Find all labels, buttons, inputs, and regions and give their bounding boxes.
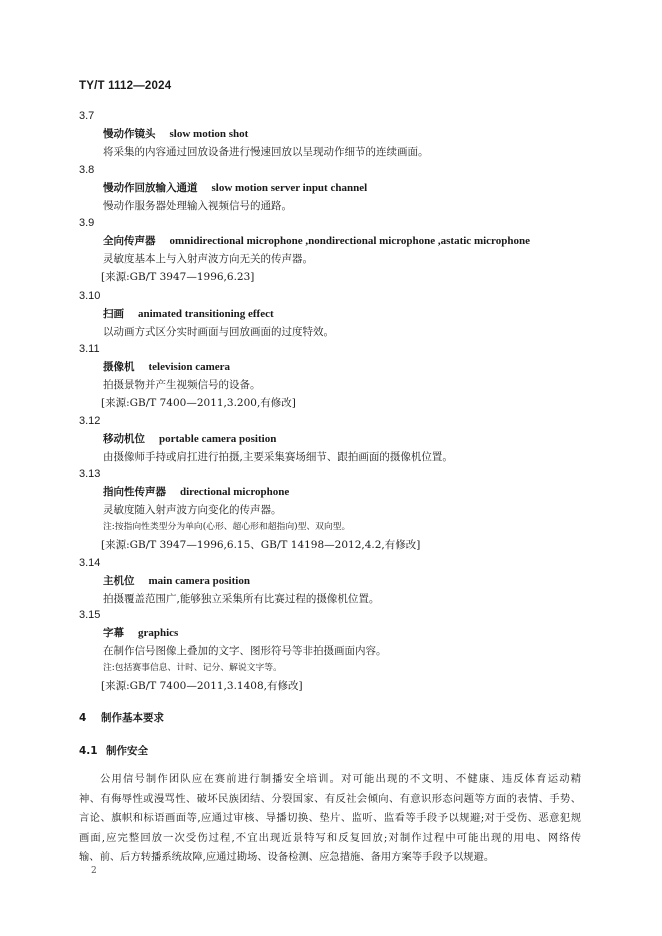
term-chinese: 字幕 — [103, 627, 124, 639]
term-english: omnidirectional microphone ,nondirectional microphone ,astatic microphone — [169, 235, 530, 247]
term-english: directional microphone — [180, 486, 290, 498]
term-number: 3.11 — [79, 343, 100, 355]
term-english: slow motion shot — [169, 128, 249, 140]
term-chinese: 指向性传声器 — [103, 486, 166, 498]
term-chinese: 摄像机 — [103, 361, 135, 373]
term-number: 3.13 — [79, 468, 101, 480]
term-number: 3.9 — [79, 217, 95, 229]
term-heading — [103, 572, 599, 590]
page-number: 2 — [91, 866, 97, 876]
term-english: slow motion server input channel — [211, 182, 368, 194]
term-entry-3-12 — [79, 413, 599, 466]
section-heading-4-1 — [79, 743, 148, 758]
term-heading — [103, 624, 599, 642]
term-entry-3-9 — [79, 215, 599, 287]
term-entry-3-15 — [79, 607, 599, 696]
term-heading — [103, 483, 599, 501]
term-note: 注:按指向性类型分为单向(心形、超心形和超指向)型、双向型。 — [103, 522, 351, 532]
term-chinese: 主机位 — [103, 575, 135, 587]
term-chinese: 慢动作镜头 — [103, 128, 156, 140]
section-title: 制作安全 — [106, 745, 148, 757]
term-entry-3-14 — [79, 555, 599, 608]
paragraph-line: 画面,应完整回放一次受伤过程,不宜出现近景特写和反复回放;对制作过程中可能出现的用电、网络传 — [79, 831, 581, 844]
term-definition: 在制作信号图像上叠加的文字、图形符号等非拍摄画面内容。 — [103, 645, 387, 657]
term-heading — [103, 358, 599, 376]
term-entry-3-13 — [79, 466, 599, 555]
term-definition: 灵敏度基本上与入射声波方向无关的传声器。 — [103, 253, 313, 265]
standard-number: TY/T 1112—2024 — [79, 80, 172, 92]
term-entry-3-8 — [79, 162, 599, 215]
term-source: [来源:GB/T 7400—2011,3.1408,有修改] — [101, 680, 303, 692]
paragraph-line: 公用信号制作团队应在赛前进行制播安全培训。对可能出现的不文明、不健康、违反体育运动精 — [100, 773, 581, 785]
term-source: [来源:GB/T 7400—2011,3.200,有修改] — [101, 397, 296, 409]
term-source: [来源:GB/T 3947—1996,6.23] — [101, 271, 255, 283]
term-definition: 将采集的内容通过回放设备进行慢速回放以呈现动作细节的连续画面。 — [103, 146, 429, 158]
section-number: 4.1 — [79, 745, 98, 757]
term-note: 注:包括赛事信息、计时、记分、解说文字等。 — [103, 663, 282, 673]
term-chinese: 全向传声器 — [103, 235, 156, 247]
paragraph-line: 输、前、后方转播系统故障,应通过勘场、设备检测、应急措施、备用方案等手段予以规避。 — [79, 851, 495, 863]
term-definition: 灵敏度随入射声波方向变化的传声器。 — [103, 504, 282, 516]
term-entry-3-11 — [79, 341, 599, 413]
term-number: 3.8 — [79, 164, 95, 176]
term-heading — [103, 430, 599, 448]
term-heading — [103, 179, 599, 197]
term-english: portable camera position — [159, 433, 277, 445]
term-chinese: 扫画 — [103, 308, 124, 320]
term-english: television camera — [148, 361, 231, 373]
paragraph-line: 言论、旗帜和标语画面等,应通过审核、导播切换、垫片、监听、监看等手段予以规避;对于受伤、恶意犯规 — [79, 812, 581, 824]
term-number: 3.14 — [79, 557, 101, 569]
term-english: animated transitioning effect — [138, 308, 274, 320]
paragraph-line: 神、有侮辱性或漫骂性、破坏民族团结、分裂国家、有反社会倾向、有意识形态问题等方面的表情、手势、 — [79, 792, 581, 805]
term-number: 3.7 — [79, 110, 95, 122]
term-number: 3.12 — [79, 415, 101, 427]
term-definition: 慢动作服务器处理输入视频信号的通路。 — [103, 200, 292, 212]
term-source: [来源:GB/T 3947—1996,6.15、GB/T 14198—2012,4.2,有修改] — [101, 539, 421, 551]
term-definition: 以动画方式区分实时画面与回放画面的过度特效。 — [103, 326, 334, 338]
term-heading — [103, 125, 599, 143]
term-definition: 拍摄景物并产生视频信号的设备。 — [103, 379, 261, 391]
term-definition: 由摄像师手持或肩扛进行拍摄,主要采集赛场细节、跟拍画面的摄像机位置。 — [103, 451, 453, 463]
term-definition: 拍摄覆盖范围广,能够独立采集所有比赛过程的摄像机位置。 — [103, 593, 380, 605]
section-heading-4 — [79, 710, 164, 725]
term-english: main camera position — [148, 575, 250, 587]
term-english: graphics — [138, 627, 179, 639]
term-number: 3.15 — [79, 609, 101, 621]
term-entry-3-10 — [79, 288, 599, 341]
term-entry-3-7 — [79, 108, 599, 161]
term-heading — [103, 305, 599, 323]
term-chinese: 移动机位 — [103, 433, 145, 445]
section-title: 制作基本要求 — [101, 712, 164, 724]
term-number: 3.10 — [79, 290, 101, 302]
term-heading — [103, 232, 599, 250]
section-number: 4 — [79, 712, 87, 724]
body-paragraph — [79, 770, 581, 868]
term-chinese: 慢动作回放输入通道 — [103, 182, 198, 194]
